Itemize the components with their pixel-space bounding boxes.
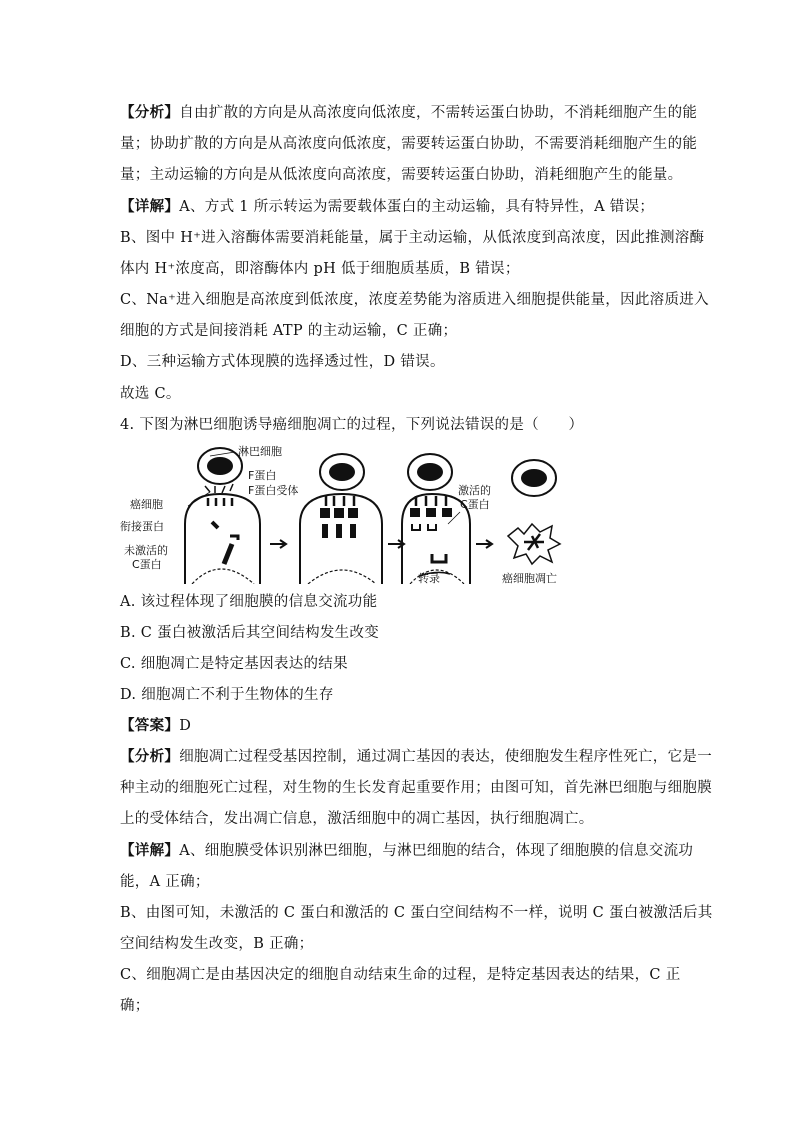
- detail-line-a: [120, 197, 680, 217]
- label-f-receptor: F蛋白受体: [248, 484, 299, 497]
- option-d: D. 细胞凋亡不利于生物体的生存: [120, 687, 334, 703]
- answer-tag: 【答案】: [120, 717, 180, 734]
- option-a: A. 该过程体现了细胞膜的信息交流功能: [120, 594, 378, 610]
- q4-analysis-line-1: [120, 747, 712, 767]
- analysis-line-2: 量；协助扩散的方向是从高浓度向低浓度，需要转运蛋白协助，不需要消耗细胞产生的能: [120, 136, 698, 152]
- q4-analysis-line-3: 上的受体结合，发出凋亡信息，激活细胞中的凋亡基因，执行细胞凋亡。: [120, 811, 594, 827]
- answer-value: D: [179, 718, 192, 734]
- analysis-tag: 【分析】: [120, 104, 180, 121]
- detail-line-b2: 体内 H⁺浓度高，即溶酶体内 pH 低于细胞质基质，B 错误；: [120, 261, 520, 277]
- detail-text-a: A、方式 1 所示转运为需要载体蛋白的主动运输，具有特异性，A 错误；: [179, 199, 655, 215]
- analysis-line-3: 量；主动运输的方向是从低浓度向高浓度，需要转运蛋白协助，消耗细胞产生的能量。: [120, 167, 683, 183]
- analysis-text-1: 自由扩散的方向是从高浓度向低浓度，不需转运蛋白协助，不消耗细胞产生的能: [179, 105, 698, 121]
- arrow-1: [270, 540, 286, 548]
- apoptosis-diagram: [120, 444, 590, 584]
- label-lymphocyte: 淋巴细胞: [238, 445, 282, 458]
- stage-2: [300, 454, 382, 584]
- label-apoptosis: 癌细胞凋亡: [502, 572, 557, 584]
- detail-line-b1: B、图中 H⁺进入溶酶体需要消耗能量，属于主动运输，从低浓度到高浓度，因此推测溶酶: [120, 230, 705, 246]
- stage-4: [508, 460, 560, 564]
- analysis-line-1: [120, 103, 698, 123]
- q4-detail-line-b1: B、由图可知，未激活的 C 蛋白和激活的 C 蛋白空间结构不一样，说明 C 蛋白被激活后其: [120, 905, 713, 921]
- question-stem: 4. 下图为淋巴细胞诱导癌细胞凋亡的过程，下列说法错误的是（ ）: [120, 417, 584, 433]
- answer-line: [120, 716, 680, 736]
- option-b: B. C 蛋白被激活后其空间结构发生改变: [120, 625, 380, 641]
- label-f-protein: F蛋白: [248, 469, 277, 482]
- label-inactive-c-2: C蛋白: [132, 558, 162, 571]
- label-active-c-2: C蛋白: [460, 498, 490, 511]
- label-transcription: 转录: [418, 572, 440, 584]
- choice-line: 故选 C。: [120, 386, 181, 402]
- q4-detail-line-c2: 确；: [120, 998, 150, 1014]
- detail-tag: 【详解】: [120, 198, 180, 215]
- label-cancer-cell: 癌细胞: [130, 498, 163, 511]
- option-c: C. 细胞凋亡是特定基因表达的结果: [120, 656, 348, 672]
- q4-detail-line-a1: [120, 841, 694, 861]
- q4-detail-line-a2: 能，A 正确；: [120, 874, 210, 890]
- q4-analysis-line-2: 种主动的细胞死亡过程，对生物的生长发育起重要作用；由图可知，首先淋巴细胞与细胞膜: [120, 780, 712, 796]
- q4-detail-text-a1: A、细胞膜受体识别淋巴细胞，与淋巴细胞的结合，体现了细胞膜的信息交流功: [179, 843, 694, 859]
- lymphocyte-nucleus: [207, 457, 233, 475]
- label-inactive-c-1: 未激活的: [124, 544, 168, 557]
- q4-detail-line-b2: 空间结构发生改变，B 正确；: [120, 936, 314, 952]
- stage-3: [402, 454, 470, 584]
- arrow-3: [476, 540, 492, 548]
- q4-analysis-text-1: 细胞凋亡过程受基因控制，通过凋亡基因的表达，使细胞发生程序性死亡，它是一: [179, 749, 712, 765]
- q4-analysis-tag: 【分析】: [120, 748, 180, 765]
- q4-detail-line-c1: C、细胞凋亡是由基因决定的细胞自动结束生命的过程，是特定基因表达的结果，C 正: [120, 967, 681, 983]
- q4-detail-tag: 【详解】: [120, 842, 180, 859]
- label-active-c-1: 激活的: [458, 484, 491, 497]
- detail-line-c2: 细胞的方式是间接消耗 ATP 的主动运输，C 正确；: [120, 323, 458, 339]
- label-adapter: 衔接蛋白: [120, 520, 164, 533]
- detail-line-c1: C、Na⁺进入细胞是高浓度到低浓度，浓度差势能为溶质进入细胞提供能量，因此溶质进入: [120, 292, 709, 308]
- detail-line-d: D、三种运输方式体现膜的选择透过性，D 错误。: [120, 354, 445, 370]
